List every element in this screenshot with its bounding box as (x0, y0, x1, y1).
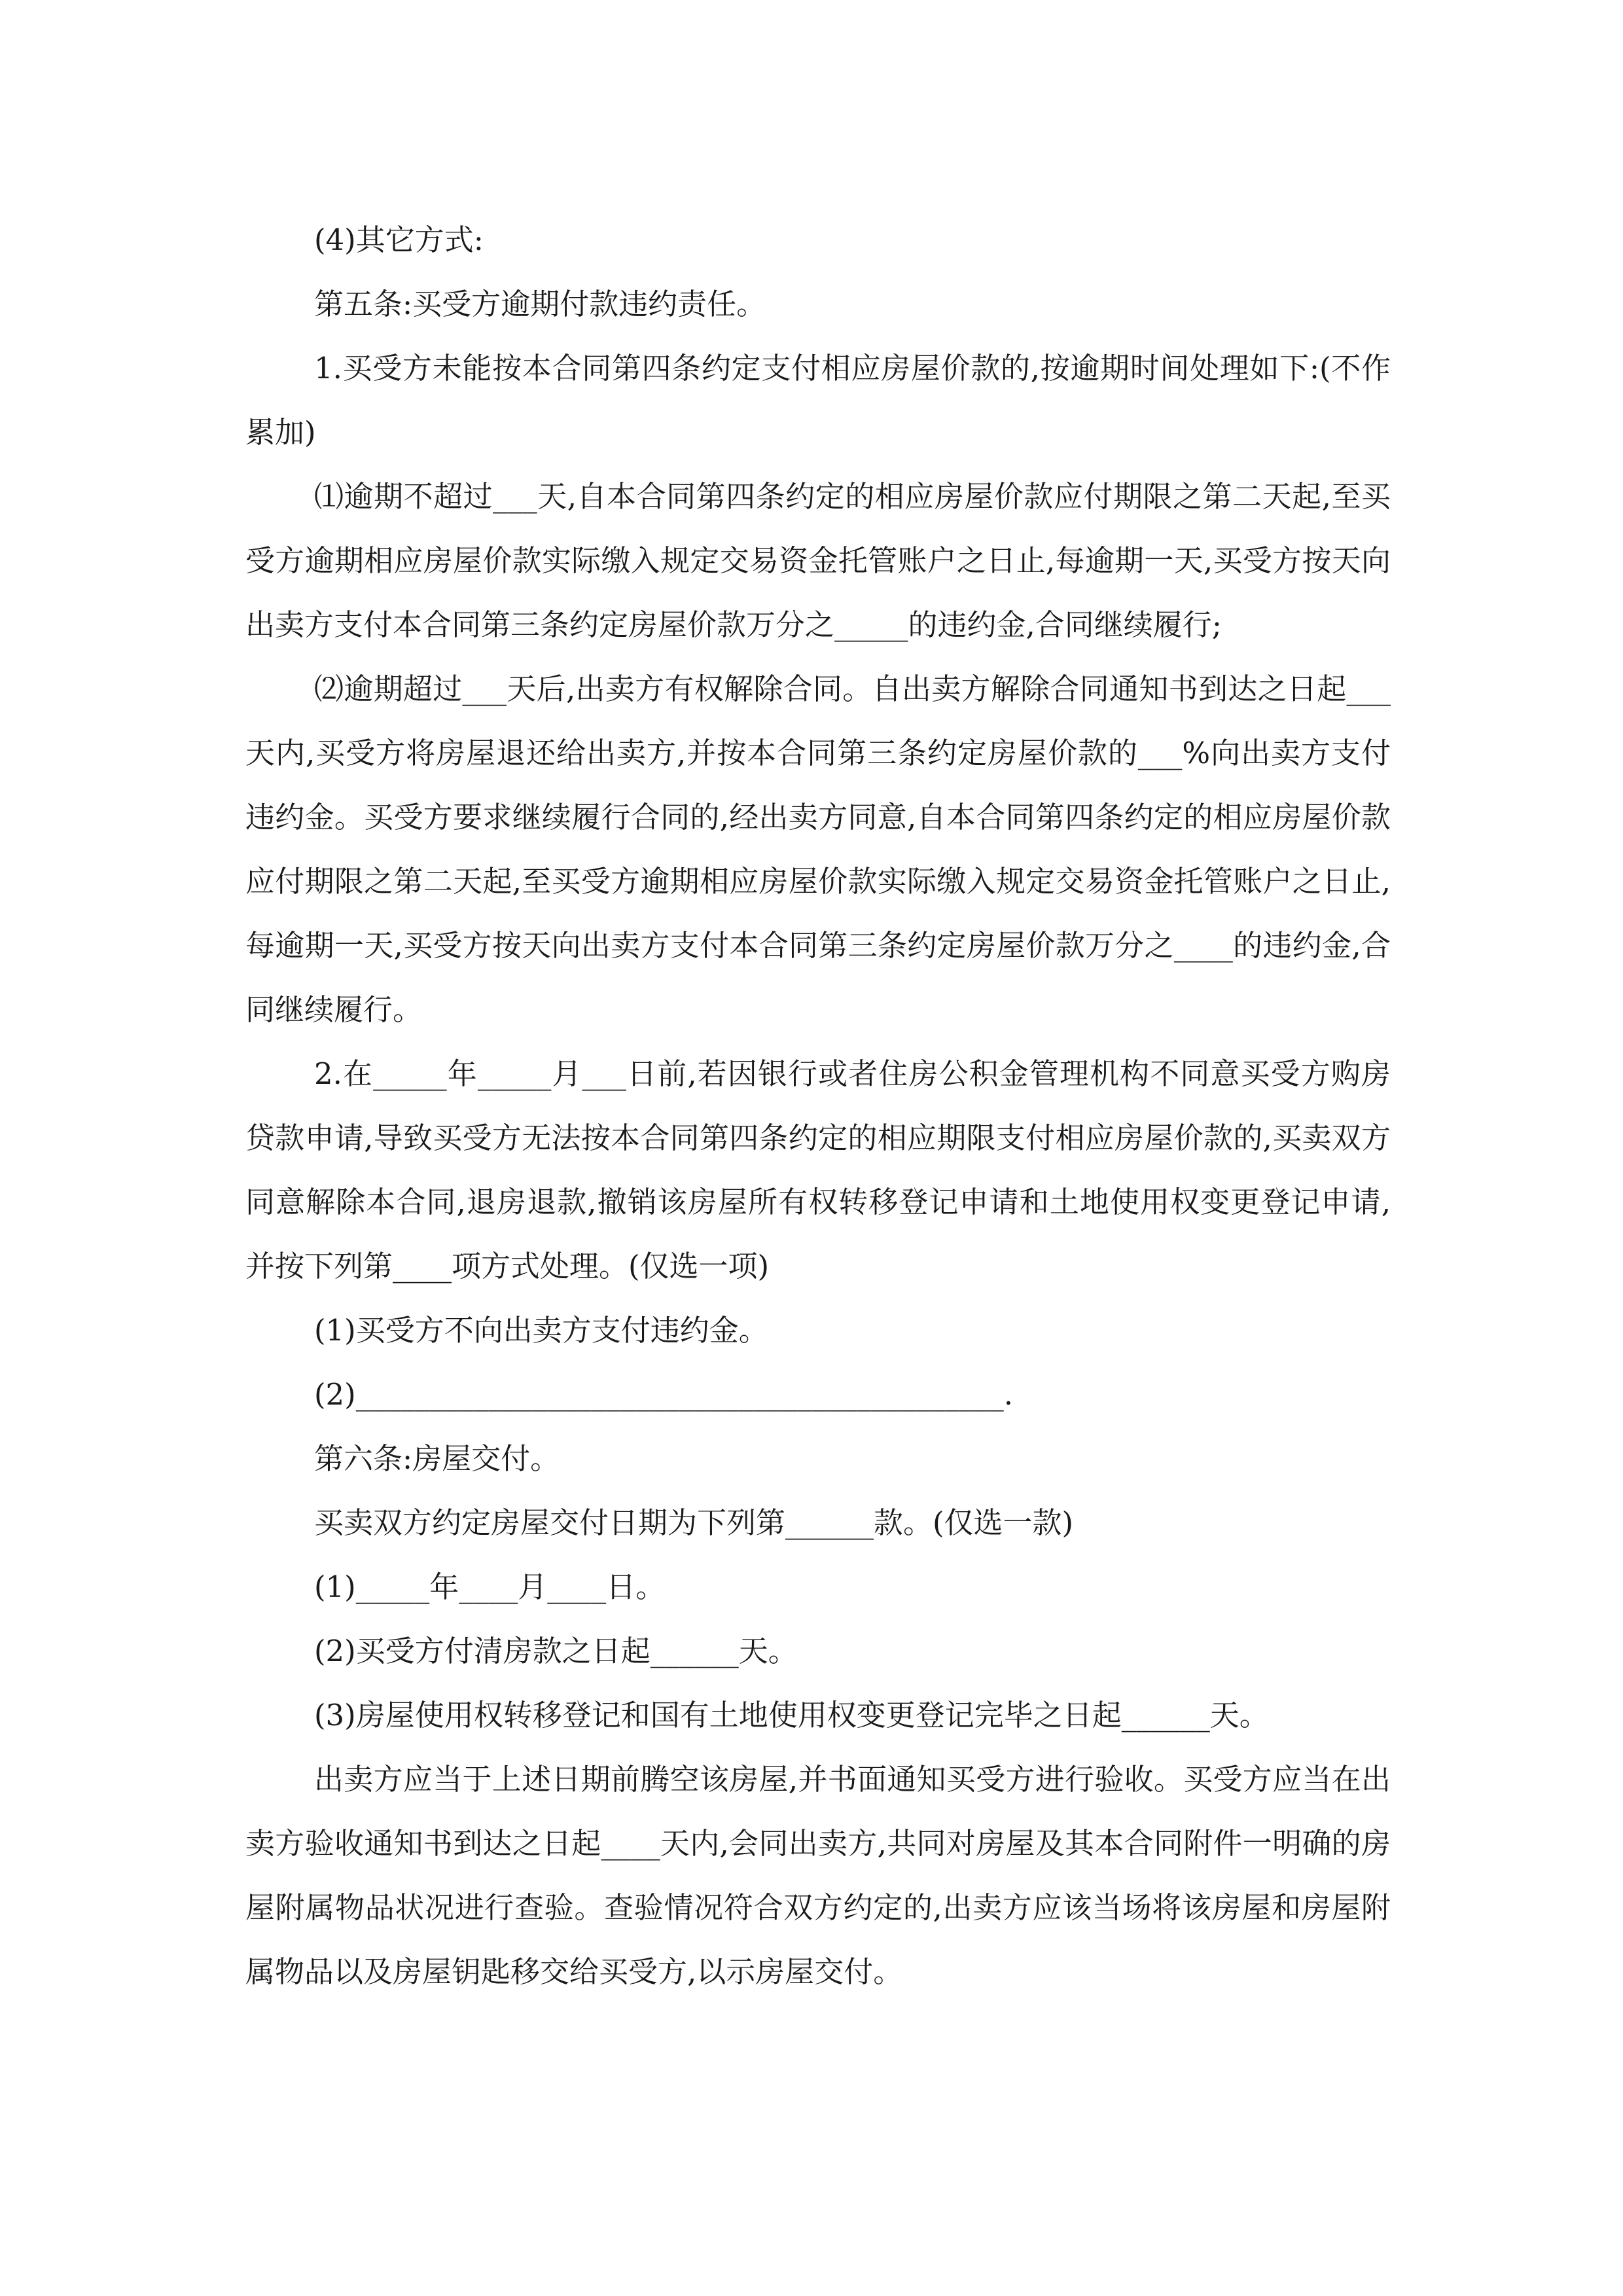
article-six-heading: 第六条:房屋交付。 (314, 1441, 560, 1476)
contract-body (245, 208, 1391, 2004)
clause-overdue-within-days: ⑴逾期不超过___天,自本合同第四条约定的相应房屋价款应付期限之第二天起,至买受方逾期相应房屋价款实际缴入规定交易资金托管账户之日止,每逾期一天,买受方按天向出卖方支付本合同第三条约定房屋价款万分之_____的违约金,合同继续履行; (245, 479, 1391, 642)
clause-other-method: (4)其它方式: (314, 223, 484, 257)
clause-loan-rejection: 2.在_____年_____月___日前,若因银行或者住房公积金管理机构不同意买受方购房贷款申请,导致买受方无法按本合同第四条约定的相应期限支付相应房屋价款的,买卖双方同意解除本合同,退房退款,撤销该房屋所有权转移登记申请和土地使用权变更登记申请,并按下列第____项方式处理。(仅选一项) (245, 1056, 1391, 1283)
delivery-option-payment: (2)买受方付清房款之日起______天。 (314, 1634, 798, 1668)
delivery-option-date: (1)_____年____月____日。 (314, 1570, 666, 1604)
clause-late-payment: 1.买受方未能按本合同第四条约定支付相应房屋价款的,按逾期时间处理如下:(不作累加) (245, 351, 1391, 450)
clause-inspection-handover: 出卖方应当于上述日期前腾空该房屋,并书面通知买受方进行验收。买受方应当在出卖方验收通知书到达之日起____天内,会同出卖方,共同对房屋及其本合同附件一明确的房屋附属物品状况进行查验。查验情况符合双方约定的,出卖方应该当场将该房屋和房屋附属物品以及房屋钥匙移交给买受方,以示房屋交付。 (245, 1762, 1391, 1989)
option-no-penalty: (1)买受方不向出卖方支付违约金。 (314, 1313, 768, 1348)
delivery-option-registration: (3)房屋使用权转移登记和国有土地使用权变更登记完毕之日起______天。 (314, 1698, 1269, 1732)
article-five-heading: 第五条:买受方逾期付款违约责任。 (314, 287, 766, 321)
delivery-date-intro: 买卖双方约定房屋交付日期为下列第______款。(仅选一款) (314, 1505, 1074, 1540)
option-other: (2)____________________________________________. (314, 1377, 1014, 1412)
clause-overdue-beyond-days: ⑵逾期超过___天后,出卖方有权解除合同。自出卖方解除合同通知书到达之日起___天内,买受方将房屋退还给出卖方,并按本合同第三条约定房屋价款的___%向出卖方支付违约金。买受方要求继续履行合同的,经出卖方同意,自本合同第四条约定的相应房屋价款应付期限之第二天起,至买受方逾期相应房屋价款实际缴入规定交易资金托管账户之日止,每逾期一天,买受方按天向出卖方支付本合同第三条约定房屋价款万分之____的违约金,合同继续履行。 (245, 672, 1391, 1027)
